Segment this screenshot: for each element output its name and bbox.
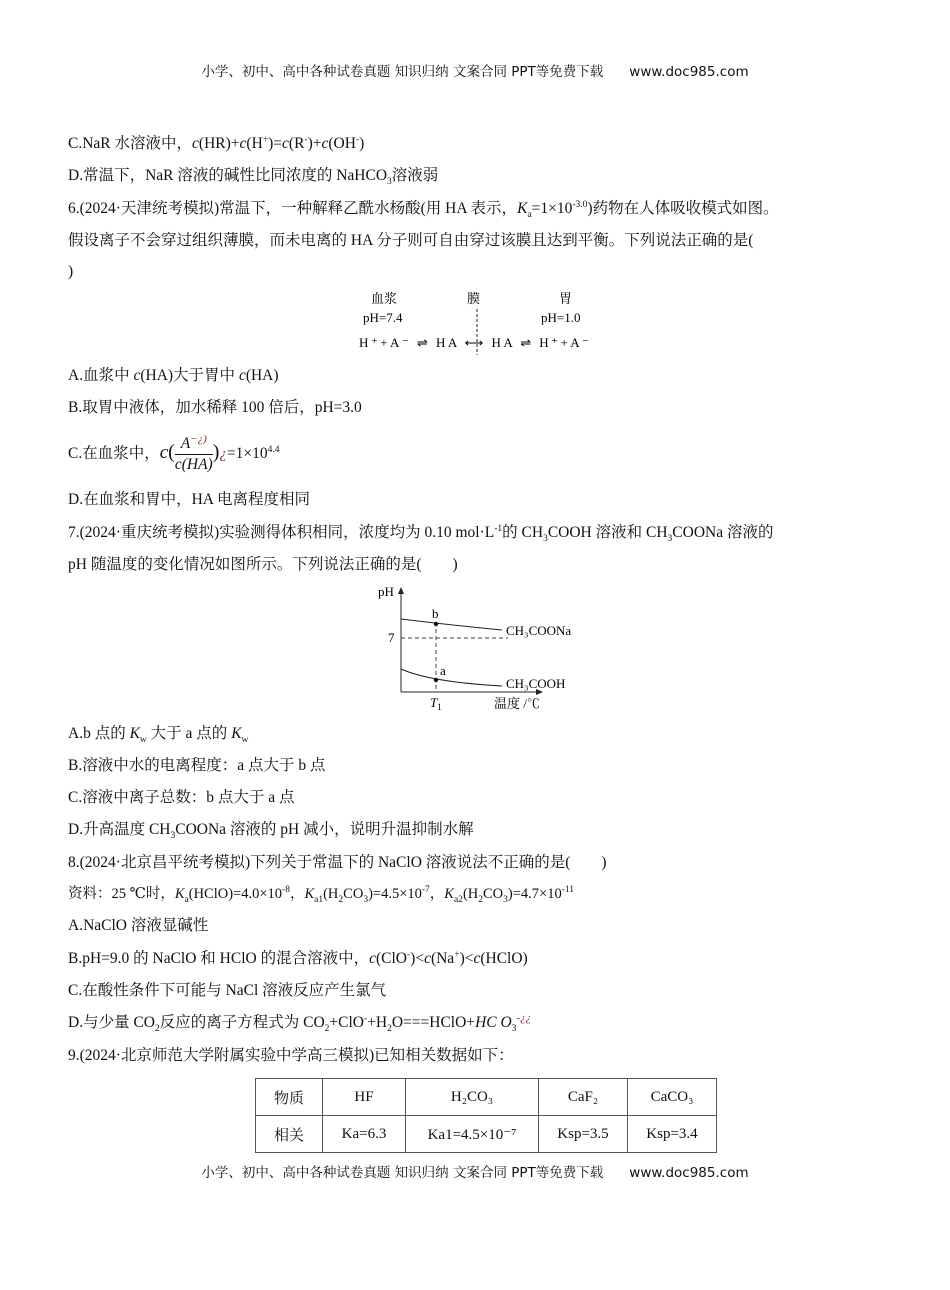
text-segment: D.与少量 CO [68,1014,155,1031]
text-segment: + [262,134,269,145]
x-axis-label: 温度 /℃ [494,696,540,711]
text-segment: D.在血浆和胃中，HA 电离程度相同 [68,491,310,508]
text-segment: c [282,135,289,152]
text-segment: c [192,135,199,152]
table-row [256,1116,717,1153]
label-stomach: 胃 [559,291,573,306]
text-segment: c [473,950,481,967]
text-segment: c [424,950,431,967]
label-ph-plasma: pH=7.4 [363,310,403,325]
text-segment: pH 随温度的变化情况如图所示。下列说法正确的是( ) [68,556,458,573]
q7-ph-temperature-chart [370,582,580,714]
q8-reference-data [68,884,574,904]
text-segment: 3 [170,831,176,842]
text-segment: COOH 溶液和 CH [547,524,668,541]
text-segment: D.常温下，NaR 溶液的碱性比同浓度的 NaHCO [68,167,388,184]
text-segment: A.血浆中 [68,367,134,384]
table-cell: 相关 [256,1116,323,1153]
text-segment: K [517,200,528,217]
text-segment: 假设离子不会穿过组织薄膜，而未电离的 HA 分子则可自由穿过该膜且达到平衡。下列说法正确的是( [68,232,754,249]
equilibrium-equation: H⁺+A⁻ ⇌ HA ⟷ HA ⇌ H⁺+A⁻ [359,335,589,350]
text-segment: -8 [282,885,290,896]
q7-option-b [68,756,325,776]
table-cell: Ksp=3.4 [628,1116,717,1153]
page-footer [0,1161,950,1181]
text-segment: 2 [324,1024,330,1035]
page-header [0,60,950,80]
q8-option-c [68,981,386,1001]
y-axis-label: pH [378,584,394,599]
header-cell: HF [323,1079,406,1116]
point-a [434,678,438,682]
text-segment: COONa 溶液的 pH 减小，说明升温抑制水解 [175,821,474,838]
q7-option-d [68,820,474,840]
text-segment: w [139,735,147,746]
text-segment: HC O [475,1014,512,1031]
text-segment: (OH [328,135,356,152]
text-segment: - [355,134,360,145]
q9-data-table [255,1078,717,1153]
text-segment: - [406,949,411,960]
q6-stem-line3 [68,262,73,282]
text-segment: O===HClO+ [391,1014,476,1031]
text-segment: B.pH=9.0 的 NaClO 和 HClO 的混合溶液中， [68,950,370,967]
q6-absorption-diagram [355,287,600,357]
q6-option-d [68,490,310,510]
text-segment: +ClO [329,1014,364,1031]
q5-option-d [68,166,438,186]
header-cell: 物质 [256,1079,323,1116]
footer-url[interactable]: www.doc985.com [629,1165,749,1181]
text-segment: a1 [314,894,324,905]
text-segment: C.在酸性条件下可能与 NaCl 溶液反应产生氯气 [68,982,387,999]
q8-option-d [68,1013,531,1033]
text-segment: 2 [154,1024,160,1035]
text-segment: 的 CH [502,524,544,541]
text-segment: COONa 溶液的 [672,524,774,541]
header-text: 小学、初中、高中各种试卷真题 知识归纳 文案合同 PPT等免费下载 [201,64,604,80]
q8-stem [68,853,607,873]
text-segment: 资料：25 ℃时， [68,886,175,902]
text-segment: -3.0 [572,199,588,210]
text-segment: 6.(2024·天津统考模拟)常温下，一种解释乙酰水杨酸(用 HA 表示， [68,200,518,217]
text-segment: -11 [561,885,575,896]
text-segment: - [304,134,308,145]
option-prefix: C.在血浆中， [68,445,160,462]
text-segment: c [239,135,247,152]
text-segment: a2 [453,894,463,905]
text-segment: 2 [387,1024,392,1035]
text-segment: 3 [543,534,548,545]
text-segment: B.取胃中液体，加水稀释 100 倍后，pH=3.0 [68,399,362,416]
text-segment: (H [323,886,339,902]
text-segment: K [231,725,242,742]
text-segment: A.b 点的 [68,725,130,742]
c-symbol: c [159,442,169,463]
text-segment: 3 [667,534,673,545]
text-segment: 9.(2024·北京师范大学附属实验中学高三模拟)已知相关数据如下： [68,1047,514,1064]
q6-option-c: C.在血浆中，c( $\frac{A^{-¿)}}{c(HA)}$ )¿$=1\times 10^{4.4}$ [68,432,280,473]
text-segment: (HClO)=4.0×10 [188,886,283,902]
series-ch3coona-line [401,619,502,630]
text-segment: w [241,735,249,746]
table-header-row [256,1079,717,1116]
text-segment: a [527,210,532,221]
series-top-label: CH₃COONa [506,623,572,638]
text-segment: 溶液弱 [391,167,439,184]
point-b [434,622,438,626]
q6-option-a [68,366,279,386]
text-segment: (HA) [245,367,279,384]
text-segment: (HR)+ [198,135,240,152]
q7-stem-line1 [68,523,773,543]
text-segment: K [129,725,140,742]
text-segment: 反应的离子方程式为 CO [159,1014,325,1031]
q8-option-a [68,916,208,936]
text-segment: 3 [511,1024,517,1035]
footer-text: 小学、初中、高中各种试卷真题 知识归纳 文案合同 PPT等免费下载 [201,1165,604,1181]
table-cell: Ka1=4.5×10⁻⁷ [406,1116,539,1153]
text-segment: B.溶液中水的电离程度：a 点大于 b 点 [68,757,326,774]
q6-stem-line1 [68,199,779,219]
text-segment: c [133,367,141,384]
header-url[interactable]: www.doc985.com [629,64,749,80]
y-tick-7: 7 [388,630,395,645]
text-segment: D.升高温度 CH [68,821,171,838]
q6-option-b [68,398,362,418]
header-cell: CaCO₃ [628,1079,717,1116]
text-segment: c [238,367,246,384]
text-segment: A.NaClO 溶液显碱性 [68,917,209,934]
label-plasma: 血浆 [371,291,398,306]
series-ch3cooh-line [401,669,502,686]
q7-stem-line2 [68,555,458,575]
text-segment: C.溶液中离子总数：b 点大于 a 点 [68,789,295,806]
text-segment: 8.(2024·北京昌平统考模拟)下列关于常温下的 NaClO 溶液说法不正确的是( ) [68,854,607,871]
text-segment: (ClO [375,950,407,967]
text-segment: )+ [307,135,322,152]
text-segment: =1×10 [531,200,573,217]
label-ph-stomach: pH=1.0 [541,310,581,325]
text-segment: c [321,135,329,152]
text-segment: ) [359,135,365,152]
q6-stem-line2 [68,231,753,251]
text-segment: -¿¿ [516,1011,532,1024]
text-segment: K [304,886,315,902]
text-segment: (Na [430,950,455,967]
header-cell: CaF₂ [539,1079,628,1116]
text-segment: +H [367,1014,388,1031]
text-segment: (HA)大于胃中 [140,367,239,384]
text-segment: CO [343,886,364,902]
table-cell: Ksp=3.5 [539,1116,628,1153]
point-a-label: a [440,663,446,678]
text-segment: c [369,950,376,967]
q5-option-c [68,134,364,154]
text-segment: (R [288,135,305,152]
text-segment: a [184,894,189,905]
text-segment: -7 [421,885,430,896]
text-segment: )< [410,950,425,967]
point-b-label: b [432,606,439,621]
q7-option-a [68,724,248,744]
text-segment: )< [459,950,474,967]
text-segment: 3 [503,894,508,905]
text-segment: 3 [387,177,392,188]
header-cell: H₂CO₃ [406,1079,539,1116]
text-segment: (H [246,135,263,152]
text-segment: 大于 a 点的 [146,725,232,742]
text-segment: 7.(2024·重庆统考模拟)实验测得体积相同，浓度均为 0.10 mol·L [68,524,495,541]
label-membrane: 膜 [467,291,481,306]
series-bottom-label: CH₃COOH [506,676,566,691]
x-tick-t1: $T_1$ [430,695,442,712]
text-segment: 3 [363,894,369,905]
q9-stem [68,1046,514,1066]
text-segment: (H [462,886,479,902]
text-segment: ， [289,886,305,902]
text-segment: K [444,886,454,902]
text-segment: K [174,886,185,902]
text-segment: CO [483,886,504,902]
text-segment: ， [429,886,445,902]
table-cell: Ka=6.3 [323,1116,406,1153]
text-segment: -1 [494,523,503,534]
text-segment: (HClO) [480,950,528,967]
text-segment: 2 [338,894,344,905]
text-segment: + [454,949,460,960]
q8-option-b [68,949,528,969]
text-segment: )= [268,135,283,152]
text-segment: 2 [478,894,483,905]
text-segment: ) [68,263,74,280]
text-segment: - [364,1013,368,1024]
q7-option-c [68,788,294,808]
text-segment: )=4.5×10 [368,886,422,902]
text-segment: C.NaR 水溶液中， [68,135,193,152]
text-segment: )=4.7×10 [507,886,562,902]
text-segment: )药物在人体吸收模式如图。 [587,200,779,217]
fraction: $\frac{A^{-¿)}}{c(HA)}$ [174,432,213,473]
